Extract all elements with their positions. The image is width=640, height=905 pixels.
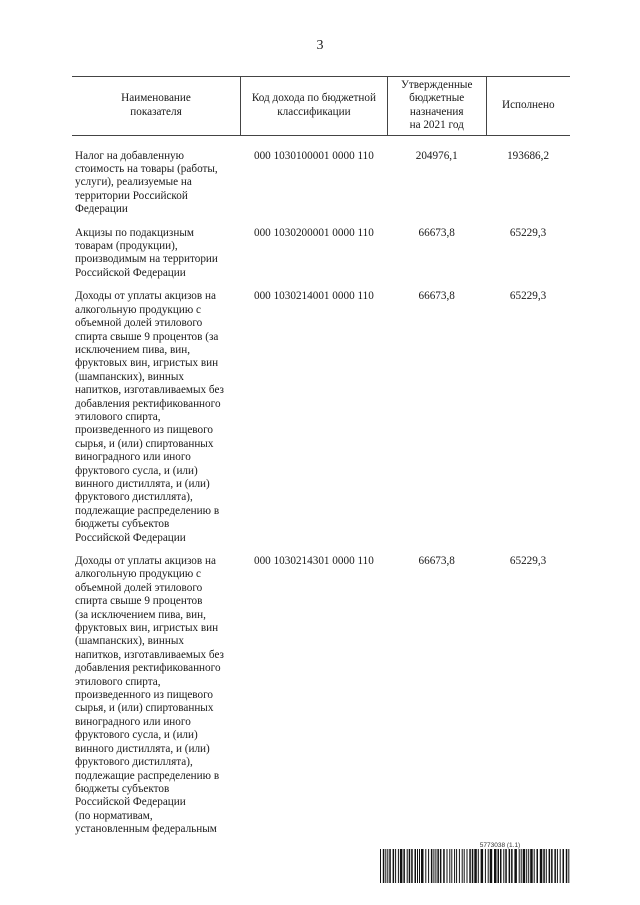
- row-executed: 65229,3: [509, 555, 547, 567]
- page-number: 3: [316, 38, 324, 53]
- header-approved: Утвержденные бюджетные назначения на 2021 год: [387, 77, 486, 136]
- budget-table: [72, 76, 570, 847]
- row-executed: 65229,3: [509, 290, 547, 303]
- header-executed: Исполнено: [486, 77, 570, 136]
- row-name: Доходы от уплаты акцизов на алкогольную продукцию с объемной долей этилового спирта свыше 9 процентов (за исключением пива, вин, фруктовых вин, игристых вин (шампанских), винных напитков, изготавливаемых без добавления ректификованного этилового спирта, произведенного из пищевого сырья, и (или) спиртованных виноградного или иного фруктового сусла, и (или) винного дистиллята, и (или) фруктового дистиллята), подлежащие распределению в бюджеты субъектов Российской Федерации: [75, 290, 224, 544]
- table-header-row: [72, 77, 570, 136]
- row-code: 000 1030200001 0000 110: [253, 226, 374, 239]
- row-name: Доходы от уплаты акцизов на алкогольную продукцию с объемной долей этилового спирта свыше 9 процентов (за исключением пива, вин, фруктовых вин, игристых вин (шампанских), винных напитков, изготавливаемых без добавления ректификованного этилового спирта, произведенного из пищевого сырья, и (или) спиртованных виноградного или иного фруктового сусла, и (или) винного дистиллята, и (или) фруктового дистиллята), подлежащие распределению в бюджеты субъектов Российской Федерации (по нормативам, установленным федеральным: [75, 555, 224, 836]
- row-approved: 66673,8: [418, 555, 455, 567]
- row-executed: 65229,3: [509, 226, 547, 239]
- table-row: [72, 290, 570, 555]
- row-name: Налог на добавленную стоимость на товары (работы, услуги), реализуемые на территории Российской Федерации: [75, 149, 218, 216]
- header-code: Код дохода по бюджетной классификации: [241, 77, 388, 136]
- table-row: [72, 135, 570, 227]
- row-executed: 193686,2: [507, 149, 550, 162]
- header-name: Наименование показателя: [72, 77, 241, 136]
- row-code: 000 1030214301 0000 110: [253, 555, 374, 567]
- row-code: 000 1030100001 0000 110: [253, 149, 374, 162]
- document-barcode: [380, 842, 570, 883]
- barcode-label: 5773038 (1.1): [479, 842, 521, 849]
- row-code: 000 1030214001 0000 110: [253, 290, 374, 303]
- row-approved: 66673,8: [418, 290, 455, 303]
- table-row: [72, 555, 570, 847]
- barcode-icon: [380, 849, 570, 883]
- table-row: [72, 227, 570, 291]
- row-name: Акцизы по подакцизным товарам (продукции), производимым на территории Российской Федерации: [75, 226, 218, 279]
- row-approved: 204976,1: [415, 149, 458, 162]
- row-approved: 66673,8: [418, 226, 455, 239]
